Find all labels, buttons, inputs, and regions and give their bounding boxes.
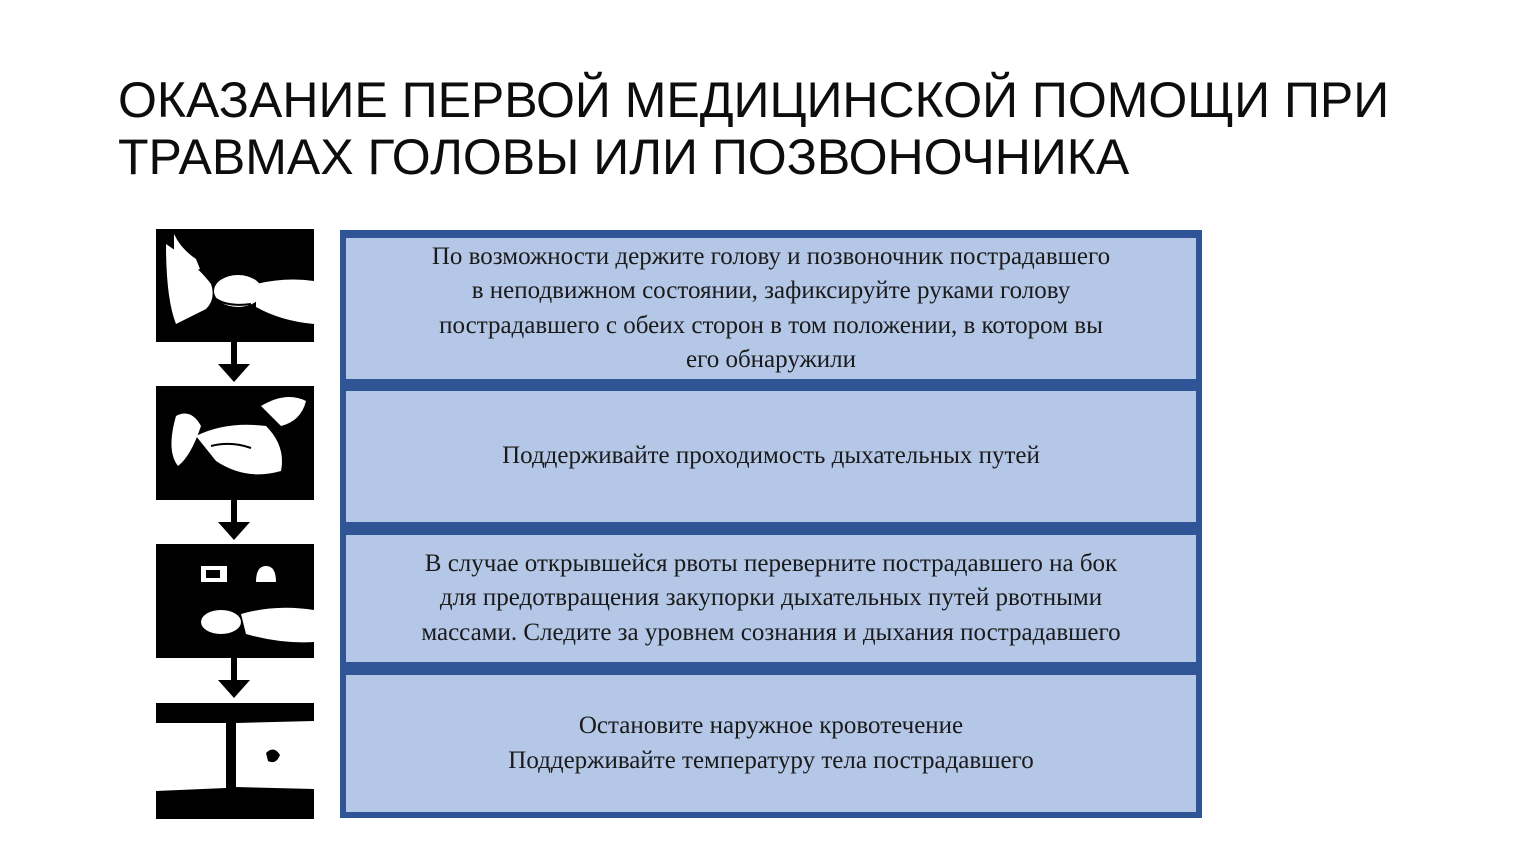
down-arrow-icon	[212, 342, 256, 382]
down-arrow-icon	[212, 500, 256, 540]
steps-frame	[340, 230, 1202, 818]
step-text-line: Остановите наружное кровотечение	[578, 712, 964, 739]
page-title	[118, 72, 1448, 186]
step-box-4	[346, 675, 1196, 812]
title-line: ОКАЗАНИЕ ПЕРВОЙ МЕДИЦИНСКОЙ ПОМОЩИ ПРИ	[118, 72, 1390, 128]
recovery-position-illustration	[156, 544, 314, 658]
illustration-column	[156, 229, 316, 821]
step-box-2	[346, 391, 1196, 522]
step-text-line: Поддерживайте проходимость дыхательных путей	[502, 442, 1040, 470]
bandaged-wound-illustration	[156, 703, 314, 819]
title-line: ТРАВМАХ ГОЛОВЫ ИЛИ ПОЗВОНОЧНИКА	[118, 129, 1130, 185]
step-text-line: для предотвращения закупорки дыхательных путей рвотными	[439, 584, 1103, 612]
step-box-3	[346, 535, 1196, 662]
step-text-line: его обнаружили	[685, 346, 857, 373]
step-text-line: Поддерживайте температуру тела пострадавшего	[508, 746, 1034, 774]
step-text-line: пострадавшего с обеих сторон в том положении, в котором вы	[439, 311, 1103, 339]
step-text-line: В случае открывшейся рвоты переверните пострадавшего на бок	[424, 549, 1118, 577]
step-text-line: По возможности держите голову и позвоночник пострадавшего	[431, 242, 1111, 270]
step-text-line: в неподвижном состоянии, зафиксируйте руками голову	[471, 277, 1071, 304]
hands-holding-head-illustration	[156, 229, 314, 342]
airway-support-illustration	[156, 386, 314, 500]
step-box-1	[346, 238, 1196, 379]
down-arrow-icon	[212, 658, 256, 698]
step-text-line: массами. Следите за уровнем сознания и дыхания пострадавшего	[421, 618, 1121, 646]
